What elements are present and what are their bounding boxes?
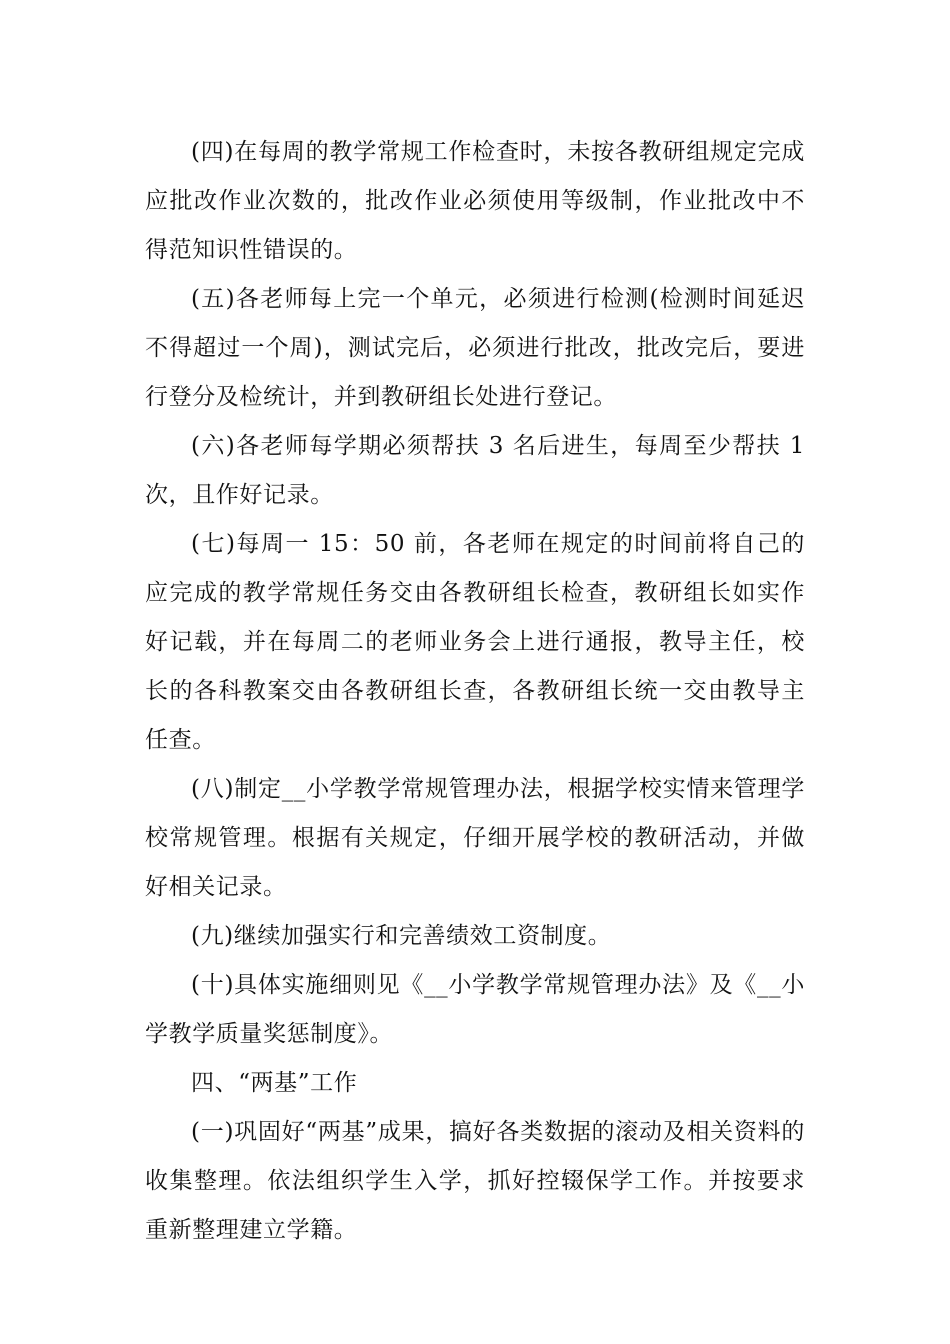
paragraph-unit-testing: (五)各老师每上完一个单元，必须进行检测(检测时间延迟不得超过一个周)，测试完后，必须进行批改，批改完后，要进行登分及检统计，并到教研组长处进行登记。 (145, 286, 805, 410)
paragraph-performance-pay: (九)继续加强实行和完善绩效工资制度。 (191, 923, 612, 949)
paragraph-weekly-inspection: (七)每周一 15：50 前，各老师在规定的时间前将自己的应完成的教学常规任务交由各教研组长检查，教研组长如实作好记载，并在每周二的老师业务会上进行通报，教导主任，校长的各科教案交由各教研组长查，各教研组长统一交由教导主任查。 (145, 531, 805, 753)
paragraph-two-basics-results: (一)巩固好“两基”成果，搞好各类数据的滚动及相关资料的收集整理。依法组织学生入学，抓好控辍保学工作。并按要求重新整理建立学籍。 (145, 1119, 805, 1243)
paragraph-check-homework: (四)在每周的教学常规工作检查时，未按各教研组规定完成应批改作业次数的，批改作业必须使用等级制，作业批改中不得范知识性错误的。 (145, 139, 805, 263)
paragraph-implementation-rules: (十)具体实施细则见《__小学教学常规管理办法》及《__小学教学质量奖惩制度》。 (145, 972, 805, 1047)
paragraph-management-rules: (八)制定__小学教学常规管理办法，根据学校实情来管理学校常规管理。根据有关规定，仔细开展学校的教研活动，并做好相关记录。 (145, 776, 805, 900)
section-heading-two-basics: 四、“两基”工作 (191, 1070, 358, 1096)
paragraph-student-support: (六)各老师每学期必须帮扶 3 名后进生，每周至少帮扶 1 次，且作好记录。 (145, 433, 805, 508)
document-body (145, 128, 805, 1255)
